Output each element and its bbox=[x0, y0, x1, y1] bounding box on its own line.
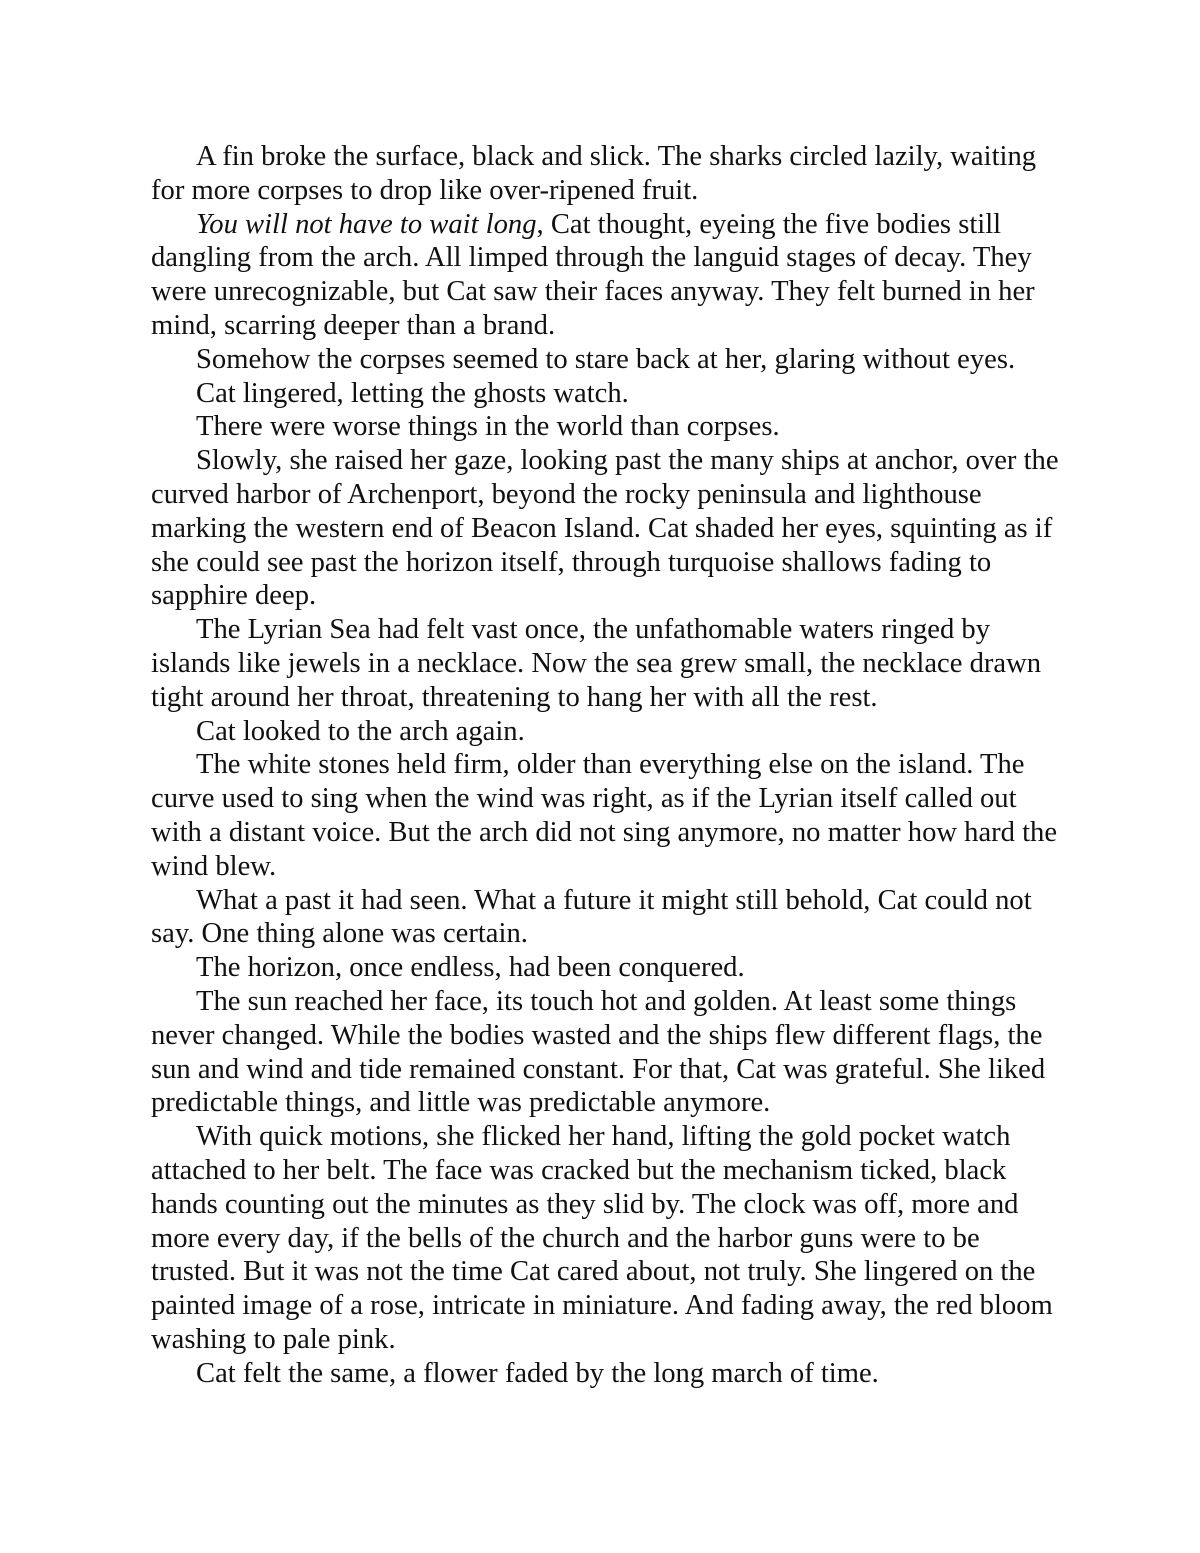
paragraph: The white stones held firm, older than everything else on the island. The curve used to sing when the wind was right, as if the Lyrian itself called out with a distant voice. But the arch did not sing anymore, no matter how hard the wind blew. bbox=[151, 749, 1058, 882]
page-body bbox=[151, 140, 1061, 1390]
paragraph: Somehow the corpses seemed to stare back at her, glaring without eyes. bbox=[196, 343, 1016, 375]
italic-thought: You will not have to wait long bbox=[196, 208, 537, 240]
paragraph: Cat looked to the arch again. bbox=[196, 715, 525, 747]
paragraph: Cat lingered, letting the ghosts watch. bbox=[196, 377, 629, 409]
paragraph: A fin broke the surface, black and slick. The sharks circled lazily, waiting for more corpses to drop like over-ripened fruit. bbox=[151, 141, 1037, 206]
paragraph: What a past it had seen. What a future it might still behold, Cat could not say. One thing alone was certain. bbox=[151, 884, 1032, 950]
paragraph: Cat felt the same, a flower faded by the long march of time. bbox=[196, 1357, 879, 1389]
paragraph: The Lyrian Sea had felt vast once, the unfathomable waters ringed by islands like jewels in a necklace. Now the sea grew small, the necklace drawn tight around her throat, threatening to hang her with all the rest. bbox=[151, 614, 1042, 713]
paragraph: There were worse things in the world than corpses. bbox=[196, 411, 780, 443]
paragraph: The horizon, once endless, had been conquered. bbox=[196, 952, 745, 984]
paragraph: Slowly, she raised her gaze, looking past the many ships at anchor, over the curved harbor of Archenport, beyond the rocky peninsula and lighthouse marking the western end of Beacon Island. Cat shaded her eyes, squinting as if she could see past the horizon itself, through turquoise shallows fading to sapphire deep. bbox=[151, 445, 1059, 612]
paragraph-text: , Cat thought, eyeing the five bodies still dangling from the arch. All limped through the languid stages of decay. They were unrecognizable, but Cat saw their faces anyway. They felt burned in her mind, scarring deeper than a brand. bbox=[151, 208, 1035, 341]
paragraph bbox=[151, 208, 1061, 343]
paragraph: The sun reached her face, its touch hot and golden. At least some things never changed. While the bodies wasted and the ships flew different flags, the sun and wind and tide remained constant. For that, Cat was grateful. She liked predictable things, and little was predictable anymore. bbox=[151, 985, 1046, 1119]
paragraph: With quick motions, she flicked her hand, lifting the gold pocket watch attached to her belt. The face was cracked but the mechanism ticked, black hands counting out the minutes as they slid by. The clock was off, more and more every day, if the bells of the church and the harbor guns were to be trusted. But it was not the time Cat cared about, not truly. She lingered on the painted image of a rose, intricate in miniature. And fading away, the red bloom washing to pale pink. bbox=[151, 1121, 1053, 1355]
